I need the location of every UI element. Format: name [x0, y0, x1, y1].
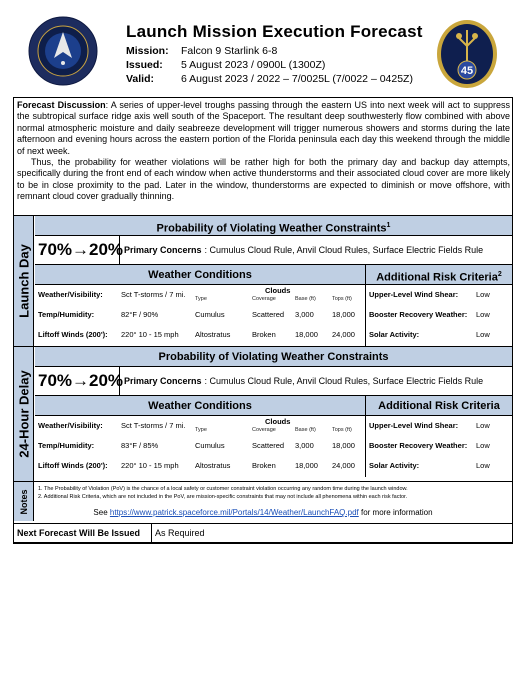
- wind-value: 220° 10 - 15 mph: [121, 461, 179, 470]
- conditions-header: [35, 265, 512, 285]
- page-title: Launch Mission Execution Forecast: [126, 22, 423, 41]
- col-tops: Tops (ft): [332, 427, 352, 433]
- cloud-base: 3,000: [295, 441, 314, 450]
- note-1: 1. The Probability of Violation (PoV) is the chance of a local safety or customer constraint violation occurring any random time during the launch window.: [38, 486, 408, 492]
- forecast-frame: [13, 97, 513, 544]
- primary-concerns: Primary Concerns : Cumulus Cloud Rule, Anvil Cloud Rules, Surface Electric Fields Rule: [124, 376, 484, 386]
- pov-row: [35, 236, 512, 265]
- col-coverage: Coverage: [252, 427, 276, 433]
- wind-shear-label: Upper-Level Wind Shear:: [369, 290, 459, 299]
- notes-side-label: Notes: [14, 482, 34, 521]
- pov-row: [35, 367, 512, 396]
- cloud-type: Cumulus: [195, 310, 225, 319]
- col-base: Base (ft): [295, 296, 316, 302]
- discussion-paragraph-1: : A series of upper-level troughs passing through the eastern US into next week will act to suppress the subtropical surface ridge axis well south of the Spaceport. The resultant deep southwesterly flow combined with above normal atmospheric moisture and daily seabreeze development will trigger numerous showers and storms during the late afternoon and evening hours across the eastern portion of the Florida peninsula each day this weekend through the middle of next week.: [17, 100, 510, 156]
- note-2: 2. Additional Risk Criteria, which are not included in the PoV, are mission-specific constraints that may not include all phenomena within each risk factor.: [38, 494, 408, 500]
- discussion-paragraph-2: Thus, the probability for weather violations will be rather high for both the primary day and backup day attempts, specifically during the front end of each window when active thunderstorms and their associated cloud cover are more likely to be in close proximity to the pad. Later in the window, thunderstorms are expected to diminish or move offshore, with remnant cloud cover gradually thinning.: [17, 157, 510, 202]
- header: [14, 14, 511, 98]
- pov-value: 70%→20%: [35, 236, 120, 264]
- weather-conditions-title: Weather Conditions: [35, 396, 366, 415]
- booster-recovery-value: Low: [476, 441, 490, 450]
- clouds-title: Clouds: [265, 286, 291, 295]
- valid-label: Valid:: [126, 73, 155, 85]
- wind-shear-value: Low: [476, 421, 490, 430]
- temp-label: Temp/Humidity:: [38, 441, 95, 450]
- col-tops: Tops (ft): [332, 296, 352, 302]
- mission-value: Falcon 9 Starlink 6-8: [181, 45, 278, 57]
- next-forecast-row: [13, 523, 513, 543]
- mission-meta: [126, 44, 413, 86]
- conditions-header: [35, 396, 512, 416]
- space-force-seal-logo: [28, 16, 98, 86]
- conditions-body: [35, 416, 512, 477]
- pov-title-bar: Probability of Violating Weather Constraints: [35, 347, 512, 367]
- cloud-tops: 24,000: [332, 461, 355, 470]
- cloud-coverage: Scattered: [252, 310, 285, 319]
- solar-activity-value: Low: [476, 330, 490, 339]
- pov-value: 70%→20%: [35, 367, 120, 395]
- additional-risk-title: Additional Risk Criteria: [378, 400, 500, 412]
- wind-value: 220° 10 - 15 mph: [121, 330, 179, 339]
- cloud-base: 3,000: [295, 310, 314, 319]
- weather-conditions-title: Weather Conditions: [35, 265, 366, 284]
- temp-value: 82°F / 90%: [121, 310, 159, 319]
- visibility-label: Weather/Visibility:: [38, 421, 103, 430]
- cloud-coverage: Broken: [252, 461, 276, 470]
- patch-number: 45: [460, 65, 474, 77]
- cloud-coverage: Scattered: [252, 441, 285, 450]
- delay-section: [14, 346, 512, 481]
- next-forecast-label: Next Forecast Will Be Issued: [14, 524, 152, 542]
- next-forecast-value: As Required: [155, 528, 205, 538]
- discussion-label: Forecast Discussion: [17, 100, 106, 110]
- cloud-type: Cumulus: [195, 441, 225, 450]
- issued-label: Issued:: [126, 59, 163, 71]
- faq-link[interactable]: https://www.patrick.spaceforce.mil/Portals/14/Weather/LaunchFAQ.pdf: [109, 508, 359, 517]
- col-type: Type: [195, 296, 207, 302]
- col-base: Base (ft): [295, 427, 316, 433]
- visibility-value: Sct T-storms / 7 mi.: [121, 290, 186, 299]
- wind-shear-value: Low: [476, 290, 490, 299]
- issued-value: 5 August 2023 / 0900L (1300Z): [181, 59, 326, 71]
- primary-concerns: Primary Concerns : Cumulus Cloud Rule, Anvil Cloud Rules, Surface Electric Fields Rule: [124, 245, 484, 255]
- conditions-body: [35, 285, 512, 346]
- cloud-base: 18,000: [295, 461, 318, 470]
- delay-side-label: 24-Hour Delay: [14, 347, 34, 481]
- delta-45-patch-logo: [435, 18, 499, 90]
- pov-title-bar: Probability of Violating Weather Constraints$^1$: [35, 216, 512, 236]
- col-coverage: Coverage: [252, 296, 276, 302]
- wind-shear-label: Upper-Level Wind Shear:: [369, 421, 459, 430]
- col-type: Type: [195, 427, 207, 433]
- launch-day-section: [14, 215, 512, 346]
- cloud-type: Altostratus: [195, 461, 231, 470]
- cloud-base: 18,000: [295, 330, 318, 339]
- valid-value: 6 August 2023 / 2022 – 7/0025L (7/0022 – 0425Z): [181, 73, 413, 85]
- booster-recovery-label: Booster Recovery Weather:: [369, 441, 468, 450]
- solar-activity-label: Solar Activity:: [369, 461, 420, 470]
- clouds-title: Clouds: [265, 417, 291, 426]
- temp-value: 83°F / 85%: [121, 441, 159, 450]
- cloud-tops: 18,000: [332, 441, 355, 450]
- visibility-value: Sct T-storms / 7 mi.: [121, 421, 186, 430]
- wind-label: Liftoff Winds (200'):: [38, 330, 108, 339]
- cloud-type: Altostratus: [195, 330, 231, 339]
- solar-activity-value: Low: [476, 461, 490, 470]
- faq-line: See https://www.patrick.spaceforce.mil/Portals/14/Weather/LaunchFAQ.pdf for more information: [93, 508, 433, 517]
- visibility-label: Weather/Visibility:: [38, 290, 103, 299]
- solar-activity-label: Solar Activity:: [369, 330, 420, 339]
- wind-label: Liftoff Winds (200'):: [38, 461, 108, 470]
- cloud-coverage: Broken: [252, 330, 276, 339]
- cloud-tops: 24,000: [332, 330, 355, 339]
- forecast-discussion: [17, 100, 510, 203]
- temp-label: Temp/Humidity:: [38, 310, 95, 319]
- cloud-tops: 18,000: [332, 310, 355, 319]
- additional-risk-title: Additional Risk Criteria$^2$: [376, 271, 502, 284]
- booster-recovery-label: Booster Recovery Weather:: [369, 310, 468, 319]
- mission-label: Mission:: [126, 45, 169, 57]
- booster-recovery-value: Low: [476, 310, 490, 319]
- launch-day-side-label: Launch Day: [14, 216, 34, 346]
